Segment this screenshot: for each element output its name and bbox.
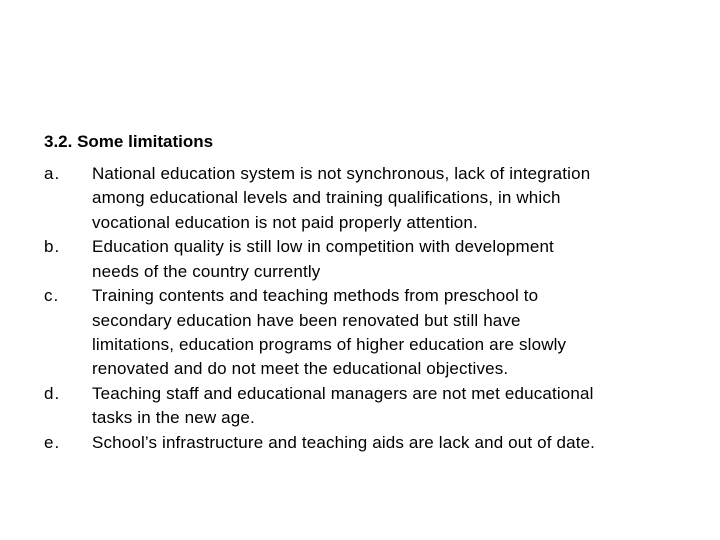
item-text-line: Education quality is still low in competition with development: [92, 237, 554, 257]
list-item-e: [44, 431, 684, 455]
item-text-line: vocational education is not paid properly attention.: [92, 212, 478, 232]
list-item-d: [44, 382, 684, 431]
item-text-line: needs of the country currently: [92, 261, 321, 281]
item-text-line: renovated and do not meet the educational objectives.: [92, 359, 509, 379]
list-marker: d.: [44, 384, 61, 404]
item-text-line: among educational levels and training qualifications, in which: [92, 188, 561, 208]
list-item-c: [44, 284, 684, 381]
section-heading: 3.2. Some limitations: [44, 132, 214, 151]
item-text-line: National education system is not synchronous, lack of integration: [92, 164, 591, 183]
list-marker: b.: [44, 237, 61, 257]
item-text-line: tasks in the new age.: [92, 408, 255, 428]
item-text-line: Training contents and teaching methods from preschool to: [92, 286, 539, 306]
list-marker: a.: [44, 164, 61, 183]
item-text-line: Teaching staff and educational managers are not met educational: [92, 384, 594, 404]
list-marker: c.: [44, 286, 60, 306]
item-text-line: secondary education have been renovated but still have: [92, 310, 521, 330]
list-item-b: [44, 235, 684, 284]
limitations-list: [44, 162, 684, 456]
list-item-a: [44, 162, 684, 235]
list-marker: e.: [44, 433, 61, 453]
item-text-line: limitations, education programs of higher education are slowly: [92, 335, 567, 355]
item-text-line: School’s infrastructure and teaching aids are lack and out of date.: [92, 433, 596, 453]
